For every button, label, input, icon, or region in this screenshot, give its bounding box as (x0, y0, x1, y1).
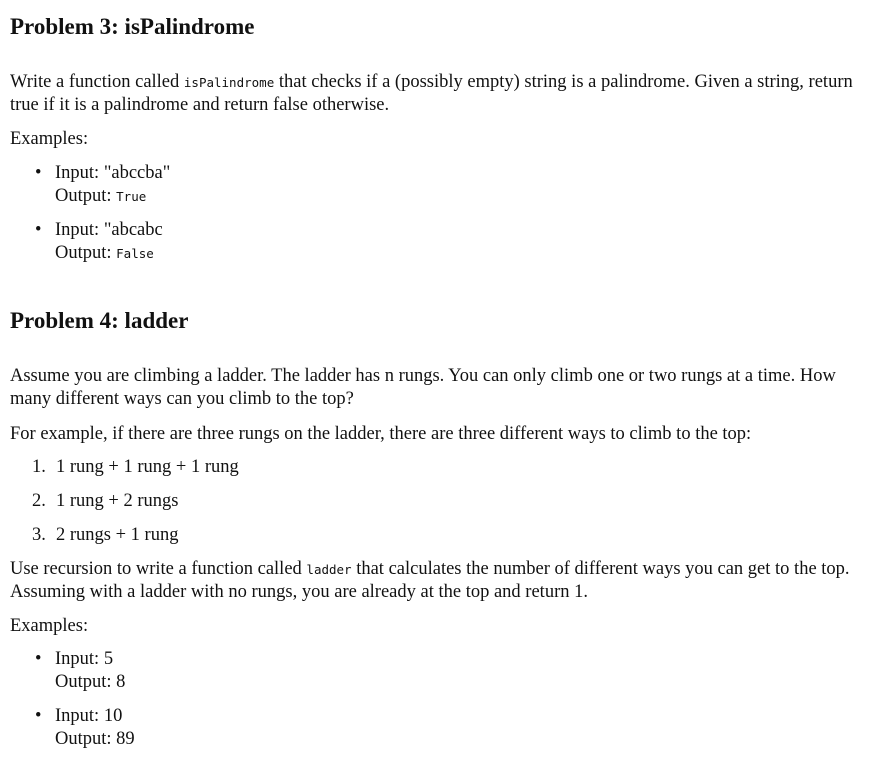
bullet-icon: • (35, 706, 42, 726)
example-input: Input: "abcabc (55, 220, 163, 240)
list-number: 3. (32, 525, 46, 545)
problem-3-examples-label: Examples: (10, 129, 89, 149)
example-input: Input: "abccba" (55, 163, 171, 183)
problem-4-task (10, 558, 855, 604)
problem-4-example-intro: For example, if there are three rungs on the ladder, there are three different ways to climb to the top: (10, 424, 752, 444)
example-output: Output: 89 (55, 729, 135, 749)
list-item: 1 rung + 1 rung + 1 rung (56, 457, 239, 477)
problem-3-function-name: isPalindrome (183, 75, 275, 90)
problem-3-desc-after: that checks if a (possibly empty) string is a palindrome. Given a string, return true if it is a palindrome and return false otherwise. (10, 72, 853, 115)
problem-3-description (10, 71, 855, 117)
problem-4-heading: Problem 4: ladder (10, 308, 189, 333)
list-item: 1 rung + 2 rungs (56, 491, 179, 511)
problem-4-task-after: that calculates the number of different ways you can get to the top. Assuming with a ladder with no rungs, you are already at the top and return 1. (10, 559, 850, 602)
bullet-icon: • (35, 649, 42, 669)
bullet-icon: • (35, 163, 42, 183)
problem-4-description: Assume you are climbing a ladder. The ladder has n rungs. You can only climb one or two rungs at a time. How many different ways can you climb to the top? (10, 366, 836, 409)
example-input: Input: 10 (55, 706, 123, 726)
bullet-icon: • (35, 220, 42, 240)
problem-3-heading: Problem 3: isPalindrome (10, 14, 255, 39)
example-input: Input: 5 (55, 649, 114, 669)
list-item: 2 rungs + 1 rung (56, 525, 179, 545)
problem-4-task-before: Use recursion to write a function called (10, 559, 307, 579)
problem-4-function-name: ladder (306, 562, 352, 577)
list-number: 2. (32, 491, 46, 511)
list-number: 1. (32, 457, 46, 477)
example-output: Output: 8 (55, 672, 126, 692)
example-output: Output: True (55, 186, 147, 206)
problem-3-desc-before: Write a function called (10, 72, 184, 92)
example-output: Output: False (55, 243, 154, 263)
problem-4-examples-label: Examples: (10, 616, 89, 636)
